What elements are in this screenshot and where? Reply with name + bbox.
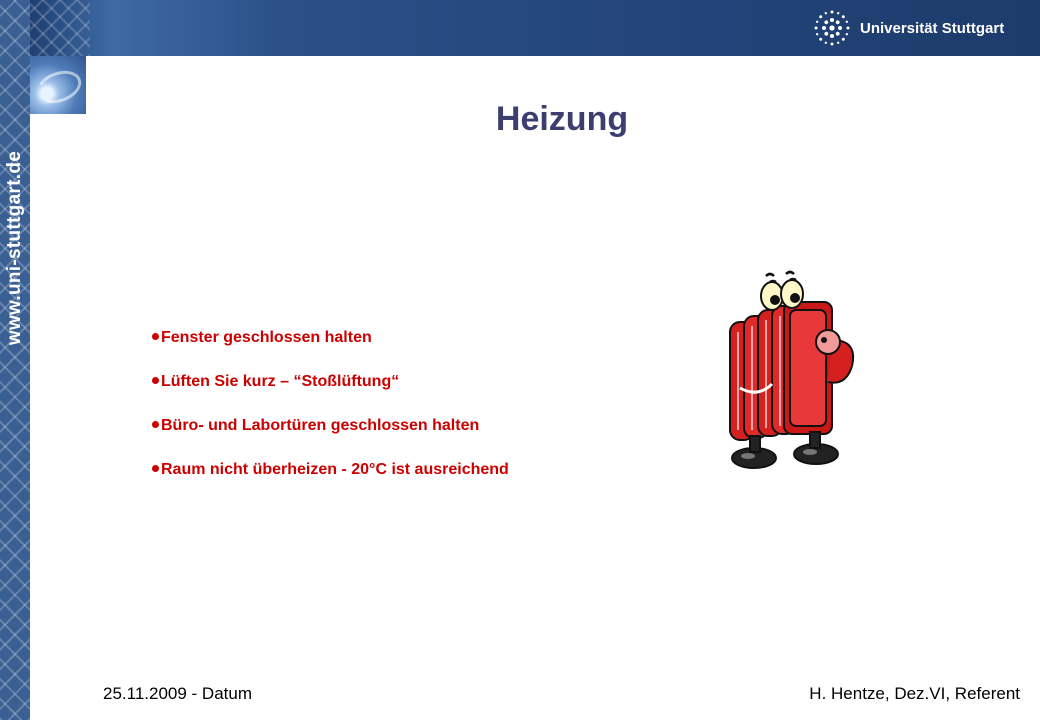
bullet-text: Raum nicht überheizen - 20°C ist ausreichend (161, 461, 509, 478)
header-pattern (30, 0, 90, 56)
list-item (152, 460, 509, 504)
radiator-mascot-icon (720, 270, 870, 480)
bullet-dot-icon (152, 333, 159, 340)
website-url[interactable]: www.uni-stuttgart.de (4, 150, 25, 346)
bullet-list (152, 328, 509, 504)
bullet-dot-icon (152, 421, 159, 428)
list-item (152, 372, 509, 416)
bullet-dot-icon (152, 465, 159, 472)
list-item (152, 328, 509, 372)
footer-author: H. Hentze, Dez.VI, Referent (809, 684, 1020, 703)
slide-title: Heizung (495, 100, 629, 138)
footer-date: 25.11.2009 - Datum (103, 684, 252, 703)
logo-text: Universität Stuttgart (860, 19, 1005, 37)
bullet-text: Lüften Sie kurz – “Stoßlüftung“ (161, 373, 400, 390)
university-logo (812, 6, 1032, 50)
university-logo-icon (812, 8, 852, 48)
list-item (152, 416, 509, 460)
bullet-text: Büro- und Labortüren geschlossen halten (161, 417, 480, 434)
bullet-text: Fenster geschlossen halten (161, 329, 372, 346)
bullet-dot-icon (152, 377, 159, 384)
